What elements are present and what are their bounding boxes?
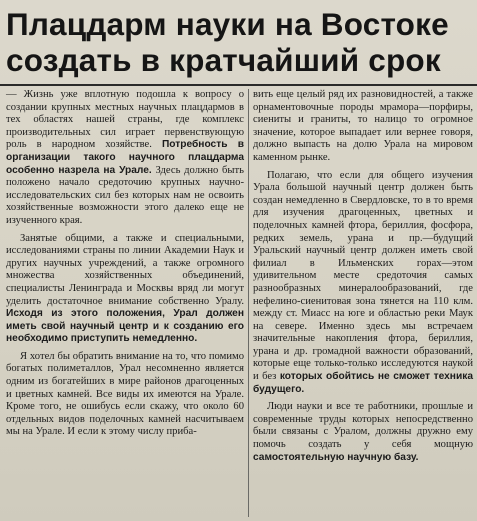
right-paragraph-2 [253,170,473,397]
right-paragraph-3-text: Люди науки и все те работники, прошлые и современные труды которых непосредственно были связаны с Уралом, должны дружно ему помочь создать у себя мощную [253,401,473,451]
right-paragraph-3-bold: самостоятельную научную базу. [253,451,419,463]
headline-line-1: Плацдарм науки на Востоке [6,6,449,42]
left-paragraph-2-bold: Исходя из этого положения, Урал должен иметь свой научный центр и к созданию его необходимо приступить немедленно. [6,308,244,345]
left-paragraph-2-text: Занятые общими, а также и специальными, исследованиями страны по линии Академии Наук и других научных учреждений, а также огромного множества хозяйственных объединений, специалисты Ленинграда и Москвы вряд ли могут уделить достаточное внимание собственно Уралу. [6,232,244,307]
right-paragraph-2-text: Полагаю, что если для общего изучения Урала большой научный центр должен быть создан немедленно в Свердловске, то в то время для изучения драгоценных, цветных и поделочных камней фтора, бериллия, фосфора, редких земель, урана и пр.—будущий Уральский научный центр должен иметь свой филиал в Ильменских горах—этом удивительном месте средоточия самых разнообразных минералообразований, где нефелино-сиенитовая зона тянется на 110 клм. между ст. Миасс на юге и областью реки Маук на севере. Именно здесь мы встречаем значительные накопления фтора, бериллия, урана и др. громадной важности образований, которые еще только-только исследуются наукой и без [253,169,473,383]
left-paragraph-1-end: Здесь должно быть положено начало средоточию крупных научно-исследовательских сил без которых нам не освоить хозяйственные возможности этого далеко еще не изученного края. [6,164,244,226]
right-paragraph-3 [253,401,473,464]
left-paragraph-3: Я хотел бы обратить внимание на то, что помимо богатых полиметаллов, Урал несомненно является одним из богатейших в мире районов драгоценных и цветных камней. Все виды их имеются на Урале. Кроме того, не ошибусь если скажу, что около 60 отдельных видов поделочных камней насчитываем мы на Урале. И если к этому числу приба- [6,350,244,438]
right-paragraph-1: вить еще целый ряд их разновидностей, а также орнаментовочные породы мрамора—порфиры, сиениты и граниты, то налицо то огромное значение, которое выпадает или вернее говоря, должно выпасть на долю Урала на мировом каменном рынке. [253,89,473,163]
column-divider [248,89,249,517]
left-paragraph-1-bold: Потребность в организации такого научного плацдарма особенно назрела на Урале. [6,139,244,176]
headline-line-2: создать в кратчайший срок [6,42,441,78]
left-column [6,89,244,444]
headline-rule [0,84,477,86]
left-paragraph-1 [6,89,244,228]
right-paragraph-2-bold: которых обойтись не сможет техника будущего. [253,371,473,395]
left-paragraph-2 [6,233,244,346]
left-paragraph-1-text: — Жизнь уже вплотную подошла к вопросу о создании крупных местных научных плацдармов в тех областях нашей страны, где комплекс производительных сил играет первенствующую роль в народном хозяйстве. [6,89,244,151]
right-column [253,89,473,469]
